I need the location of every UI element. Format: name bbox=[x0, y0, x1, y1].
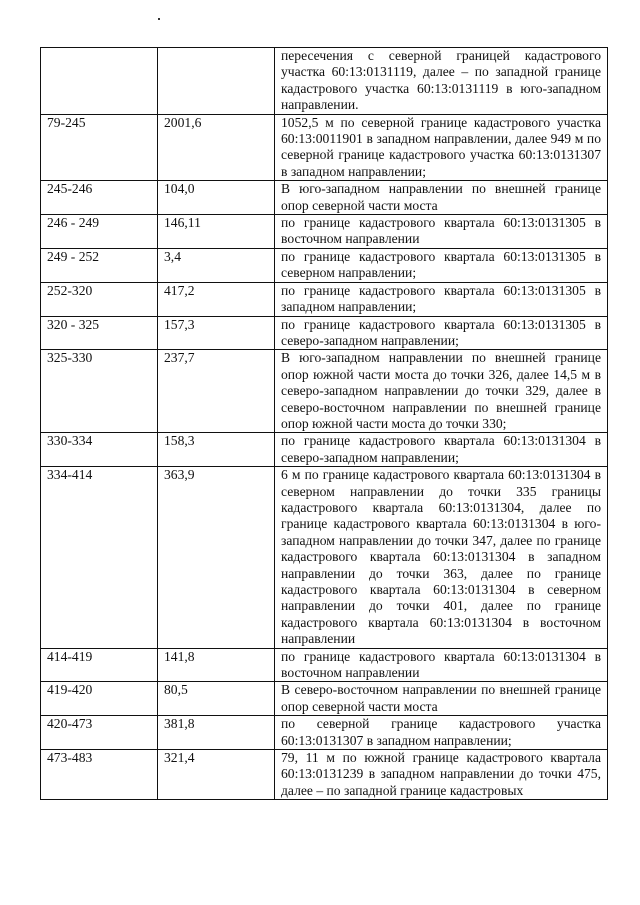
length-cell: 3,4 bbox=[158, 248, 275, 282]
table-row bbox=[41, 648, 608, 682]
description-cell: по северной границе кадастрового участка 60:13:0131307 в западном направлении; bbox=[275, 716, 608, 750]
description-cell: по границе кадастрового квартала 60:13:0131305 в восточном направлении bbox=[275, 215, 608, 249]
segment-cell: 420-473 bbox=[41, 716, 158, 750]
table-row bbox=[41, 467, 608, 648]
description-cell: В юго-западном направлении по внешней границе опор северной части моста bbox=[275, 181, 608, 215]
table-row bbox=[41, 282, 608, 316]
description-cell: В северо-восточном направлении по внешней границе опор северной части моста bbox=[275, 682, 608, 716]
segment-cell: 245-246 bbox=[41, 181, 158, 215]
description-cell: по границе кадастрового квартала 60:13:0131305 в северо-западном направлении; bbox=[275, 316, 608, 350]
description-cell: 1052,5 м по северной границе кадастрового участка 60:13:0011901 в западном направлении, далее 949 м по северной границе кадастрового участка 60:13:0131307 в западном направлении; bbox=[275, 114, 608, 181]
boundary-description-table bbox=[40, 47, 608, 800]
description-cell: В юго-западном направлении по внешней границе опор южной части моста до точки 326, далее 14,5 м в северо-западном направлении до точки 329, далее в северо-восточном направлении по внешней границе опор южной части моста до точки 330; bbox=[275, 350, 608, 433]
length-cell: 237,7 bbox=[158, 350, 275, 433]
length-cell: 363,9 bbox=[158, 467, 275, 648]
scan-speck bbox=[158, 18, 160, 20]
description-cell: по границе кадастрового квартала 60:13:0131305 в северном направлении; bbox=[275, 248, 608, 282]
table-row bbox=[41, 716, 608, 750]
segment-cell: 249 - 252 bbox=[41, 248, 158, 282]
table-row bbox=[41, 316, 608, 350]
description-cell: 79, 11 м по южной границе кадастрового квартала 60:13:0131239 в западном направлении до точки 475, далее – по западной границе кадастровых bbox=[275, 750, 608, 800]
length-cell bbox=[158, 48, 275, 115]
length-cell: 146,11 bbox=[158, 215, 275, 249]
table-row bbox=[41, 181, 608, 215]
length-cell: 80,5 bbox=[158, 682, 275, 716]
segment-cell: 246 - 249 bbox=[41, 215, 158, 249]
description-cell: по границе кадастрового квартала 60:13:0131304 в северо-западном направлении; bbox=[275, 433, 608, 467]
length-cell: 104,0 bbox=[158, 181, 275, 215]
length-cell: 2001,6 bbox=[158, 114, 275, 181]
description-cell: по границе кадастрового квартала 60:13:0131305 в западном направлении; bbox=[275, 282, 608, 316]
length-cell: 157,3 bbox=[158, 316, 275, 350]
segment-cell: 320 - 325 bbox=[41, 316, 158, 350]
table-row bbox=[41, 682, 608, 716]
table-row bbox=[41, 750, 608, 800]
table-row bbox=[41, 350, 608, 433]
length-cell: 321,4 bbox=[158, 750, 275, 800]
segment-cell: 473-483 bbox=[41, 750, 158, 800]
length-cell: 417,2 bbox=[158, 282, 275, 316]
description-cell: по границе кадастрового квартала 60:13:0131304 в восточном направлении bbox=[275, 648, 608, 682]
length-cell: 141,8 bbox=[158, 648, 275, 682]
table-row bbox=[41, 433, 608, 467]
length-cell: 158,3 bbox=[158, 433, 275, 467]
table-row bbox=[41, 248, 608, 282]
table-row bbox=[41, 114, 608, 181]
segment-cell: 419-420 bbox=[41, 682, 158, 716]
segment-cell: 330-334 bbox=[41, 433, 158, 467]
table-row bbox=[41, 48, 608, 115]
segment-cell: 334-414 bbox=[41, 467, 158, 648]
segment-cell: 79-245 bbox=[41, 114, 158, 181]
length-cell: 381,8 bbox=[158, 716, 275, 750]
description-cell: 6 м по границе кадастрового квартала 60:13:0131304 в северном направлении до точки 335 границы кадастрового квартала 60:13:0131304, далее по границе кадастрового квартала 60:13:0131304 в юго-западном направлении до точки 347, далее по границе кадастрового квартала 60:13:0131304 в западном направлении до точки 363, далее по границе кадастрового квартала 60:13:0131304 в северном направлении до точки 401, далее по границе кадастрового квартала 60:13:0131304 в восточном направлении bbox=[275, 467, 608, 648]
segment-cell: 414-419 bbox=[41, 648, 158, 682]
table-row bbox=[41, 215, 608, 249]
description-cell: пересечения с северной границей кадастрового участка 60:13:0131119, далее – по западной границе кадастрового участка 60:13:0131119 в юго-западном направлении. bbox=[275, 48, 608, 115]
segment-cell: 325-330 bbox=[41, 350, 158, 433]
segment-cell: 252-320 bbox=[41, 282, 158, 316]
segment-cell bbox=[41, 48, 158, 115]
